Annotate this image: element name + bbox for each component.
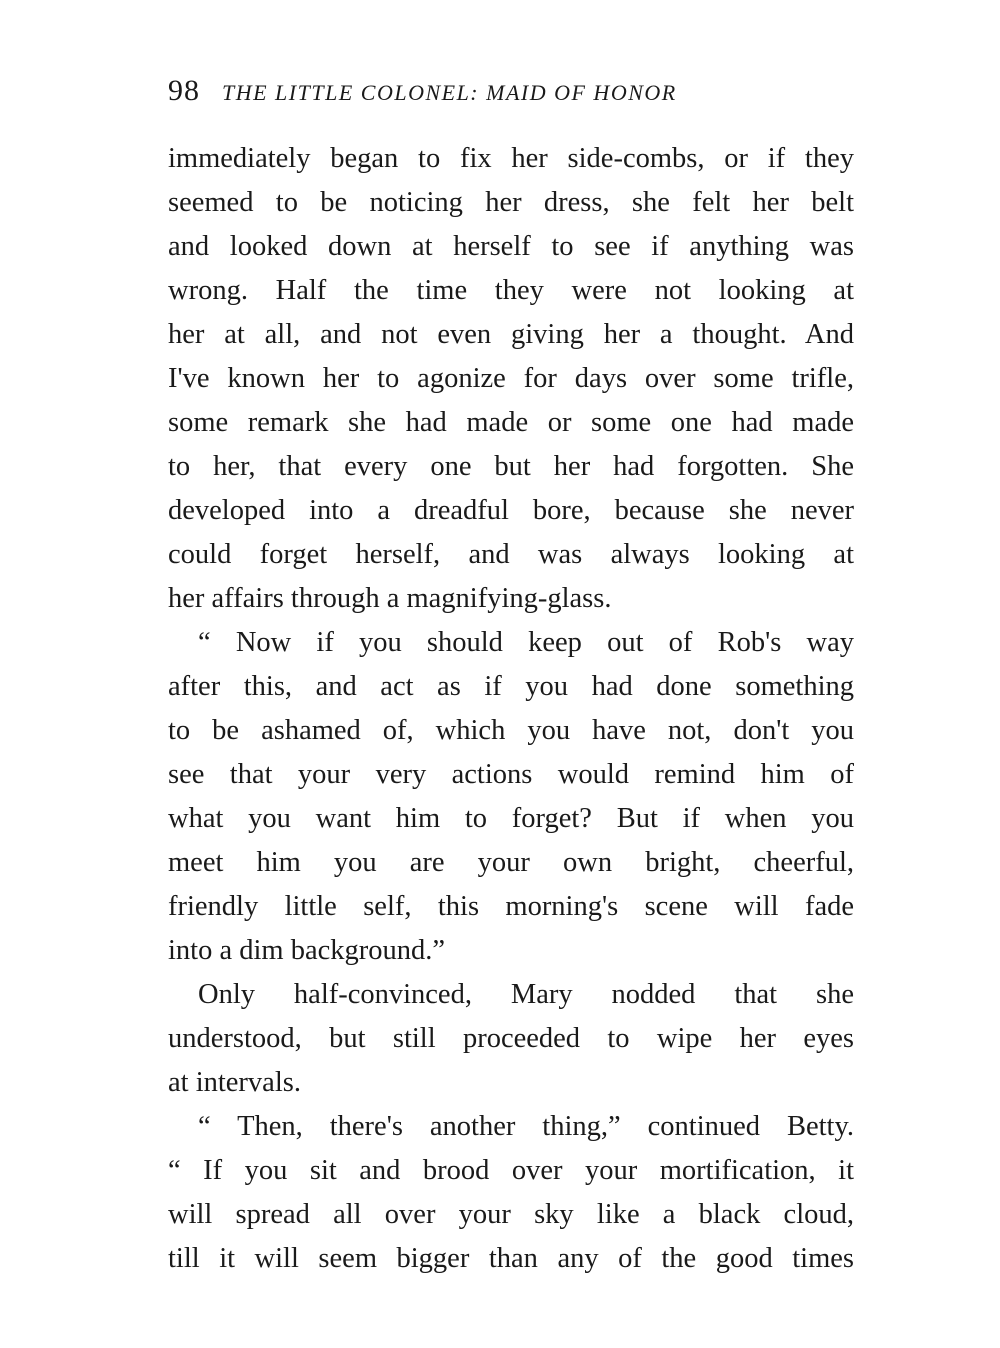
- text-line: at intervals.: [168, 1067, 301, 1098]
- text-line: will spread all over your sky like a black cloud,: [168, 1199, 854, 1230]
- running-head: [168, 74, 858, 110]
- text-line: till it will seem bigger than any of the good times: [168, 1243, 854, 1274]
- text-line: immediately began to fix her side-combs, or if they: [168, 143, 854, 174]
- text-line: understood, but still proceeded to wipe her eyes: [168, 1023, 854, 1054]
- text-line: friendly little self, this morning's scene will fade: [168, 891, 854, 922]
- text-line: Only half-convinced, Mary nodded that she: [198, 979, 854, 1010]
- text-line: “ If you sit and brood over your mortification, it: [168, 1155, 854, 1186]
- text-line: and looked down at herself to see if anything was: [168, 231, 854, 262]
- text-line: see that your very actions would remind him of: [168, 759, 854, 790]
- text-line: developed into a dreadful bore, because she never: [168, 495, 854, 526]
- text-line: her at all, and not even giving her a thought. And: [168, 319, 854, 350]
- text-line: “ Then, there's another thing,” continued Betty.: [198, 1111, 854, 1142]
- text-line: seemed to be noticing her dress, she felt her belt: [168, 187, 854, 218]
- text-line: after this, and act as if you had done something: [168, 671, 854, 702]
- text-line: to be ashamed of, which you have not, don't you: [168, 715, 854, 746]
- text-line: some remark she had made or some one had made: [168, 407, 854, 438]
- text-line: “ Now if you should keep out of Rob's way: [198, 627, 854, 658]
- text-line: what you want him to forget? But if when you: [168, 803, 854, 834]
- running-title: THE LITTLE COLONEL: MAID OF HONOR: [222, 80, 677, 105]
- page-number: 98: [168, 74, 200, 107]
- text-line: meet him you are your own bright, cheerful,: [168, 847, 854, 878]
- body-text: [168, 137, 854, 1281]
- text-line: wrong. Half the time they were not looking at: [168, 275, 854, 306]
- text-line: could forget herself, and was always looking at: [168, 539, 854, 570]
- text-line: I've known her to agonize for days over some trifle,: [168, 363, 854, 394]
- text-line: her affairs through a magnifying-glass.: [168, 583, 612, 614]
- text-line: to her, that every one but her had forgotten. She: [168, 451, 854, 482]
- text-line: into a dim background.”: [168, 935, 446, 966]
